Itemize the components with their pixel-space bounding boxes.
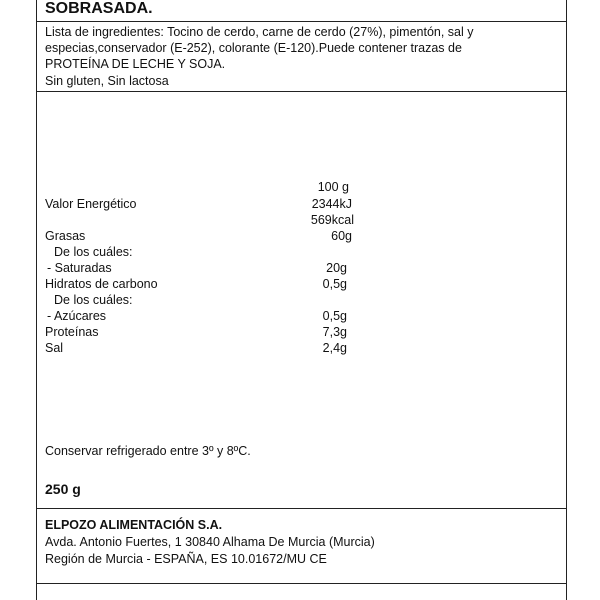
nutrition-row-value: 7,3g (322, 325, 347, 339)
nutrition-row-label: Sal (45, 341, 64, 355)
ingredients-line-2: especias,conservador (E-252), colorante (E-120).Puede contener trazas de (45, 41, 462, 55)
nutrition-row-value: 2,4g (322, 341, 347, 355)
nutrition-row-label: De los cuáles: (54, 293, 133, 307)
weight-divider (37, 508, 566, 509)
company-address-line-2: Región de Murcia - ESPAÑA, ES 10.01672/MU CE (45, 552, 327, 566)
nutrition-row-value: 2344kJ (311, 197, 352, 211)
company-name: ELPOZO ALIMENTACIÓN S.A. (45, 518, 223, 532)
nutrition-column-header: 100 g (317, 180, 349, 194)
ingredients-line-3: PROTEÍNA DE LECHE Y SOJA. (45, 57, 226, 71)
product-label (36, 0, 567, 600)
nutrition-row-label: - Azúcares (47, 309, 107, 323)
company-address-line-1: Avda. Antonio Fuertes, 1 30840 Alhama De Murcia (Murcia) (45, 535, 375, 549)
nutrition-row-label: De los cuáles: (54, 245, 133, 259)
ingredients-line-1: Lista de ingredientes: Tocino de cerdo, carne de cerdo (27%), pimentón, sal y (45, 25, 474, 39)
nutrition-row-label: Grasas (45, 229, 86, 243)
title-divider (37, 21, 566, 22)
storage-instructions: Conservar refrigerado entre 3º y 8ºC. (45, 444, 251, 458)
product-title: SOBRASADA. (45, 0, 153, 17)
nutrition-row-value: 20g (326, 261, 347, 275)
net-weight: 250 g (45, 481, 81, 497)
ingredients-divider (37, 91, 566, 92)
nutrition-row-label: Proteínas (45, 325, 99, 339)
nutrition-row-label: - Saturadas (47, 261, 112, 275)
nutrition-row-label: Valor Energético (45, 197, 137, 211)
nutrition-row-label: Hidratos de carbono (45, 277, 158, 291)
nutrition-row-value: 0,5g (322, 277, 347, 291)
nutrition-row-value: 569kcal (310, 213, 354, 227)
bottom-divider (37, 583, 566, 584)
nutrition-row-value: 0,5g (322, 309, 347, 323)
dietary-claims: Sin gluten, Sin lactosa (45, 74, 169, 88)
nutrition-row-value: 60g (331, 229, 352, 243)
